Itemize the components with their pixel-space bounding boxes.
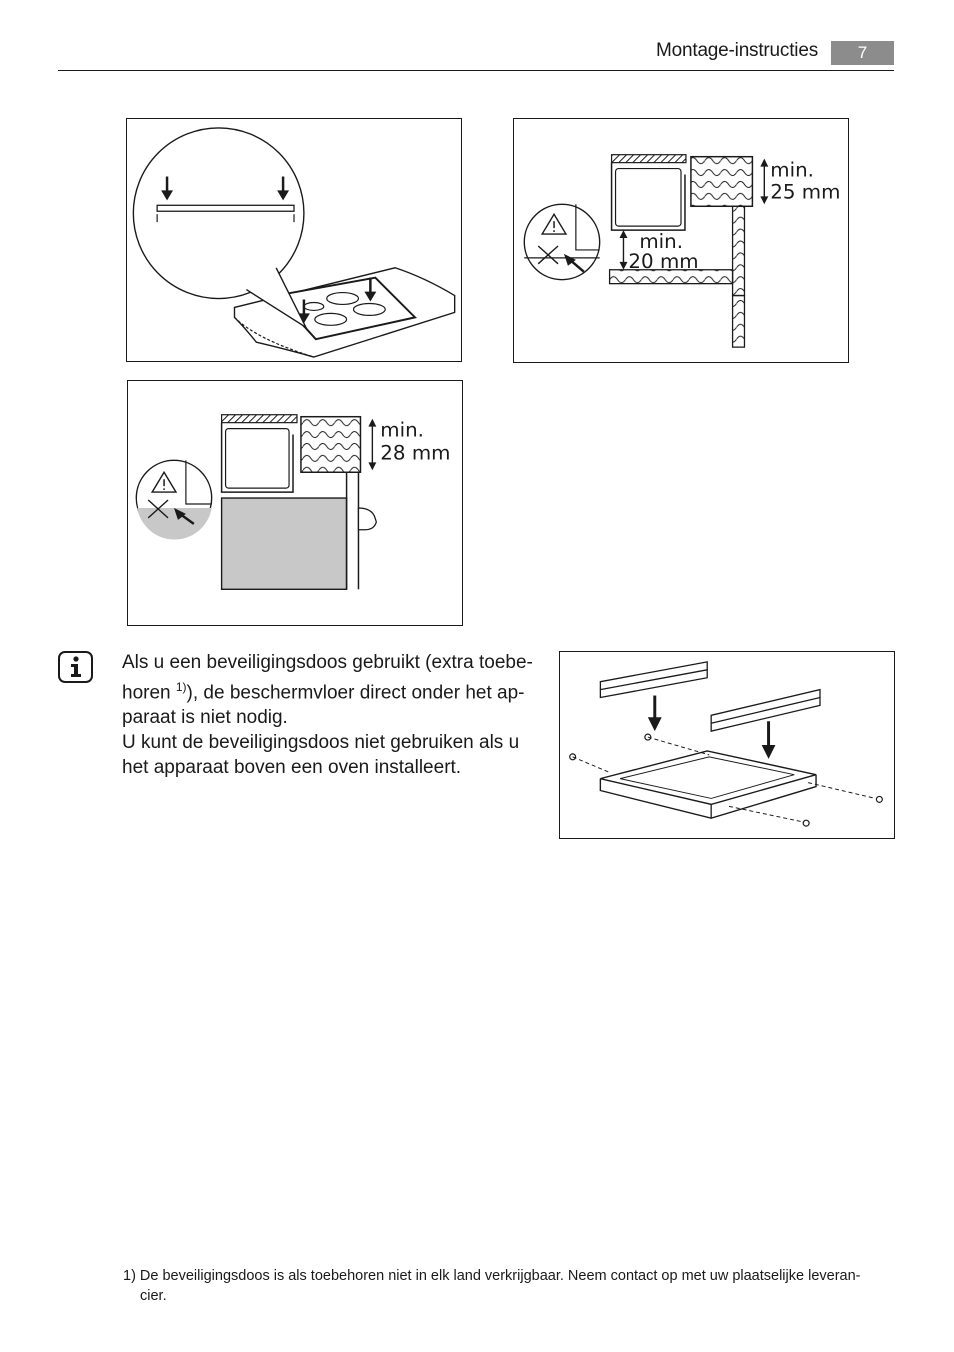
footnote-ref: 1): [175, 680, 187, 694]
footnote: [123, 1266, 895, 1306]
min-label: min.: [380, 418, 425, 442]
info-paragraph: [122, 650, 542, 780]
hob-installation-figure: [126, 118, 462, 362]
info-glyph: [69, 656, 83, 678]
dimension-28mm: 28 mm: [380, 441, 451, 465]
header-divider: [58, 70, 894, 71]
dimension-25mm: 25 mm: [770, 180, 841, 204]
gap-clearance-figure-28mm: [127, 380, 463, 626]
info-line-2-start: horen: [122, 682, 176, 704]
info-line-2: [122, 675, 542, 705]
section-title: Montage-instructies: [656, 40, 818, 61]
gap-clearance-illustration-20mm: [514, 119, 848, 362]
protection-box-figure: [559, 651, 895, 839]
info-line-3: paraat is niet nodig.: [122, 707, 288, 729]
gap-clearance-figure-20mm: [513, 118, 849, 363]
min-label-lower: min.: [639, 229, 684, 253]
page-number: 7: [831, 41, 894, 65]
gap-clearance-illustration-28mm: [128, 381, 462, 625]
dimension-20mm: 20 mm: [628, 249, 699, 273]
footnote-line-1: 1) De beveiligingsdoos is als toebehoren niet in elk land verkrijgbaar. Neem contact op met uw plaatselijke leveran-: [123, 1268, 861, 1284]
min-label-top: min.: [770, 158, 814, 182]
info-line-1: Als u een beveiligingsdoos gebruikt (extra toebe-: [122, 652, 533, 673]
protection-box-illustration: [560, 652, 894, 838]
info-line-4: U kunt de beveiligingsdoos niet gebruiken als u: [122, 732, 520, 754]
info-line-5: het apparaat boven een oven installeert.: [122, 757, 462, 779]
hob-installation-illustration: [127, 119, 461, 361]
info-line-2-end: ), de beschermvloer direct onder het ap-: [186, 682, 525, 704]
info-icon: [58, 651, 93, 683]
footnote-line-2: cier.: [140, 1288, 167, 1304]
